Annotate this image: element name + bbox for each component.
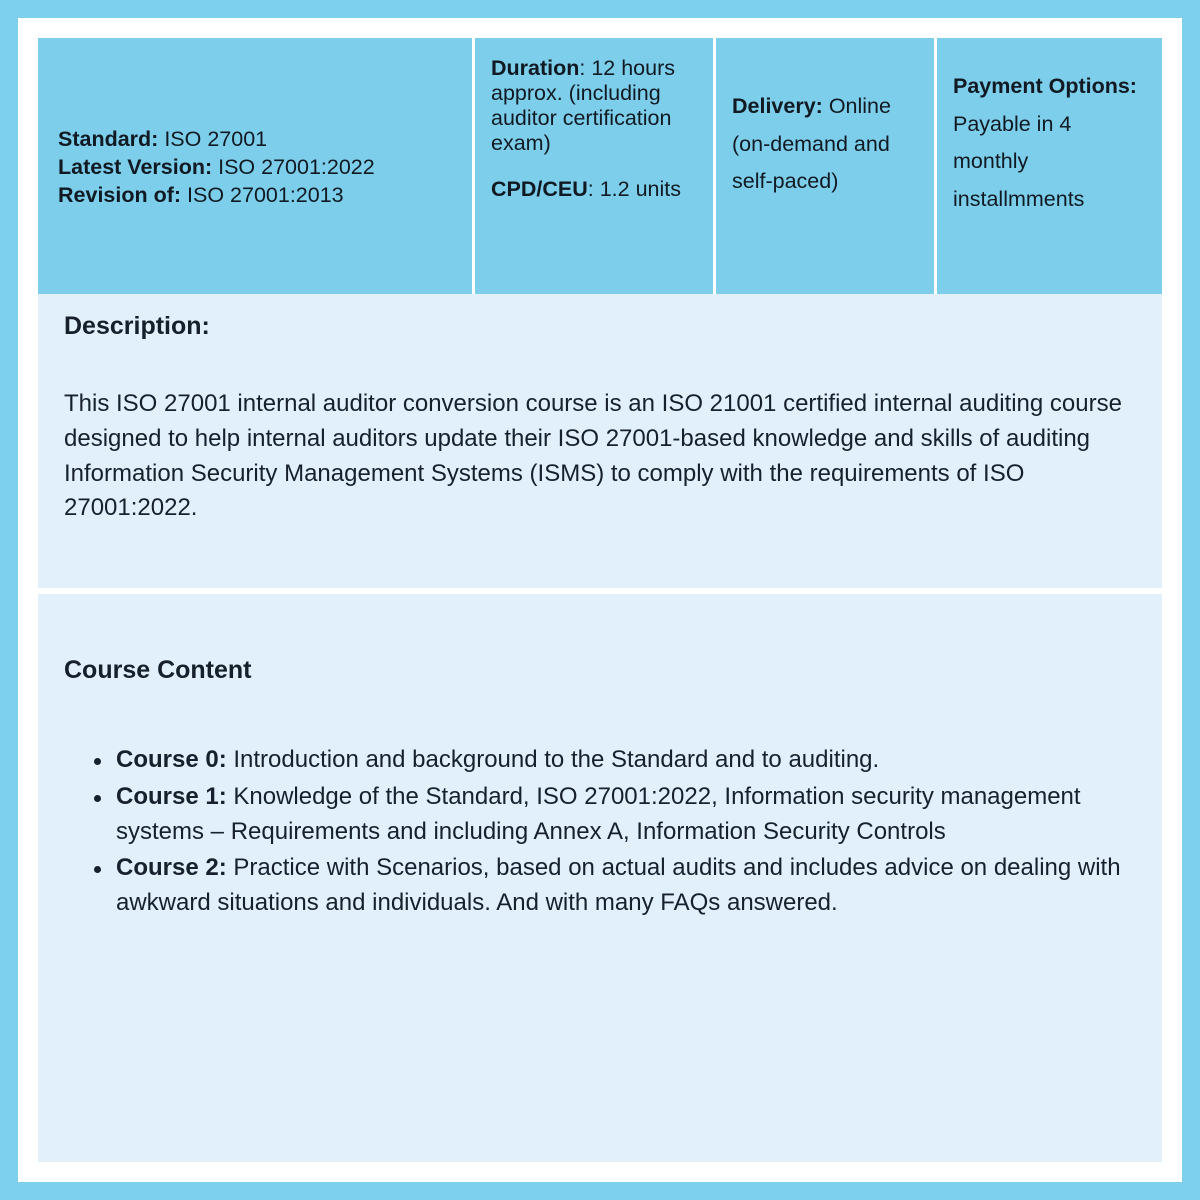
latest-version-label: Latest Version: xyxy=(58,155,213,180)
outer-frame xyxy=(18,18,1182,1182)
description-title: Description: xyxy=(64,312,210,340)
course-item-text: Introduction and background to the Standard and to auditing. xyxy=(226,746,880,773)
description-body: This ISO 27001 internal auditor conversion course is an ISO 21001 certified internal auditing course designed to help internal auditors update their ISO 27001-based knowledge and skills of auditing Information Security Management Systems (ISMS) to comply with the requirements of ISO 27001:2022. xyxy=(64,390,1122,522)
list-item xyxy=(116,851,1136,921)
standard-value: ISO 27001 xyxy=(158,127,268,152)
payment-options-cell xyxy=(937,38,1162,294)
standard-label: Standard: xyxy=(58,127,159,152)
delivery-cell xyxy=(716,38,934,294)
latest-version-line xyxy=(58,154,456,182)
standard-line xyxy=(58,126,456,154)
cpd-value: : 1.2 units xyxy=(587,176,681,201)
duration-label: Duration xyxy=(491,56,580,80)
course-item-label: Course 1: xyxy=(116,782,227,810)
revision-value: ISO 27001:2013 xyxy=(181,182,344,207)
course-content-title: Course Content xyxy=(64,656,252,684)
duration-line xyxy=(491,56,697,157)
course-content-section xyxy=(38,594,1162,1162)
course-content-list xyxy=(64,743,1136,921)
description-section xyxy=(38,294,1162,588)
revision-label: Revision of: xyxy=(58,182,182,207)
duration-value: : 12 hours approx. (including auditor certification exam) xyxy=(491,56,676,156)
course-item-label: Course 2: xyxy=(116,854,227,882)
payment-options-value: Payable in 4 monthly installmments xyxy=(953,111,1085,211)
cpd-line xyxy=(491,177,697,202)
course-facts-row xyxy=(38,38,1162,294)
course-item-text: Practice with Scenarios, based on actual audits and includes advice on dealing with awkward situations and individuals. And with many FAQs answered. xyxy=(116,854,1121,917)
course-item-label: Course 0: xyxy=(116,746,227,773)
latest-version-value: ISO 27001:2022 xyxy=(212,155,375,180)
delivery-label: Delivery: xyxy=(732,94,823,118)
revision-line xyxy=(58,182,456,210)
duration-cell xyxy=(475,38,713,294)
duration-spacer xyxy=(491,157,697,177)
list-item xyxy=(116,780,1136,850)
course-info-card xyxy=(38,38,1162,1162)
standard-cell xyxy=(38,38,472,294)
delivery-value: Online (on-demand and self-paced) xyxy=(732,94,891,194)
list-item xyxy=(116,743,1136,778)
payment-options-label: Payment Options: xyxy=(953,74,1137,98)
course-item-text: Knowledge of the Standard, ISO 27001:2022, Information security management systems – Requirements and including Annex A, Information Security Controls xyxy=(116,782,1081,845)
cpd-label: CPD/CEU xyxy=(491,176,588,201)
